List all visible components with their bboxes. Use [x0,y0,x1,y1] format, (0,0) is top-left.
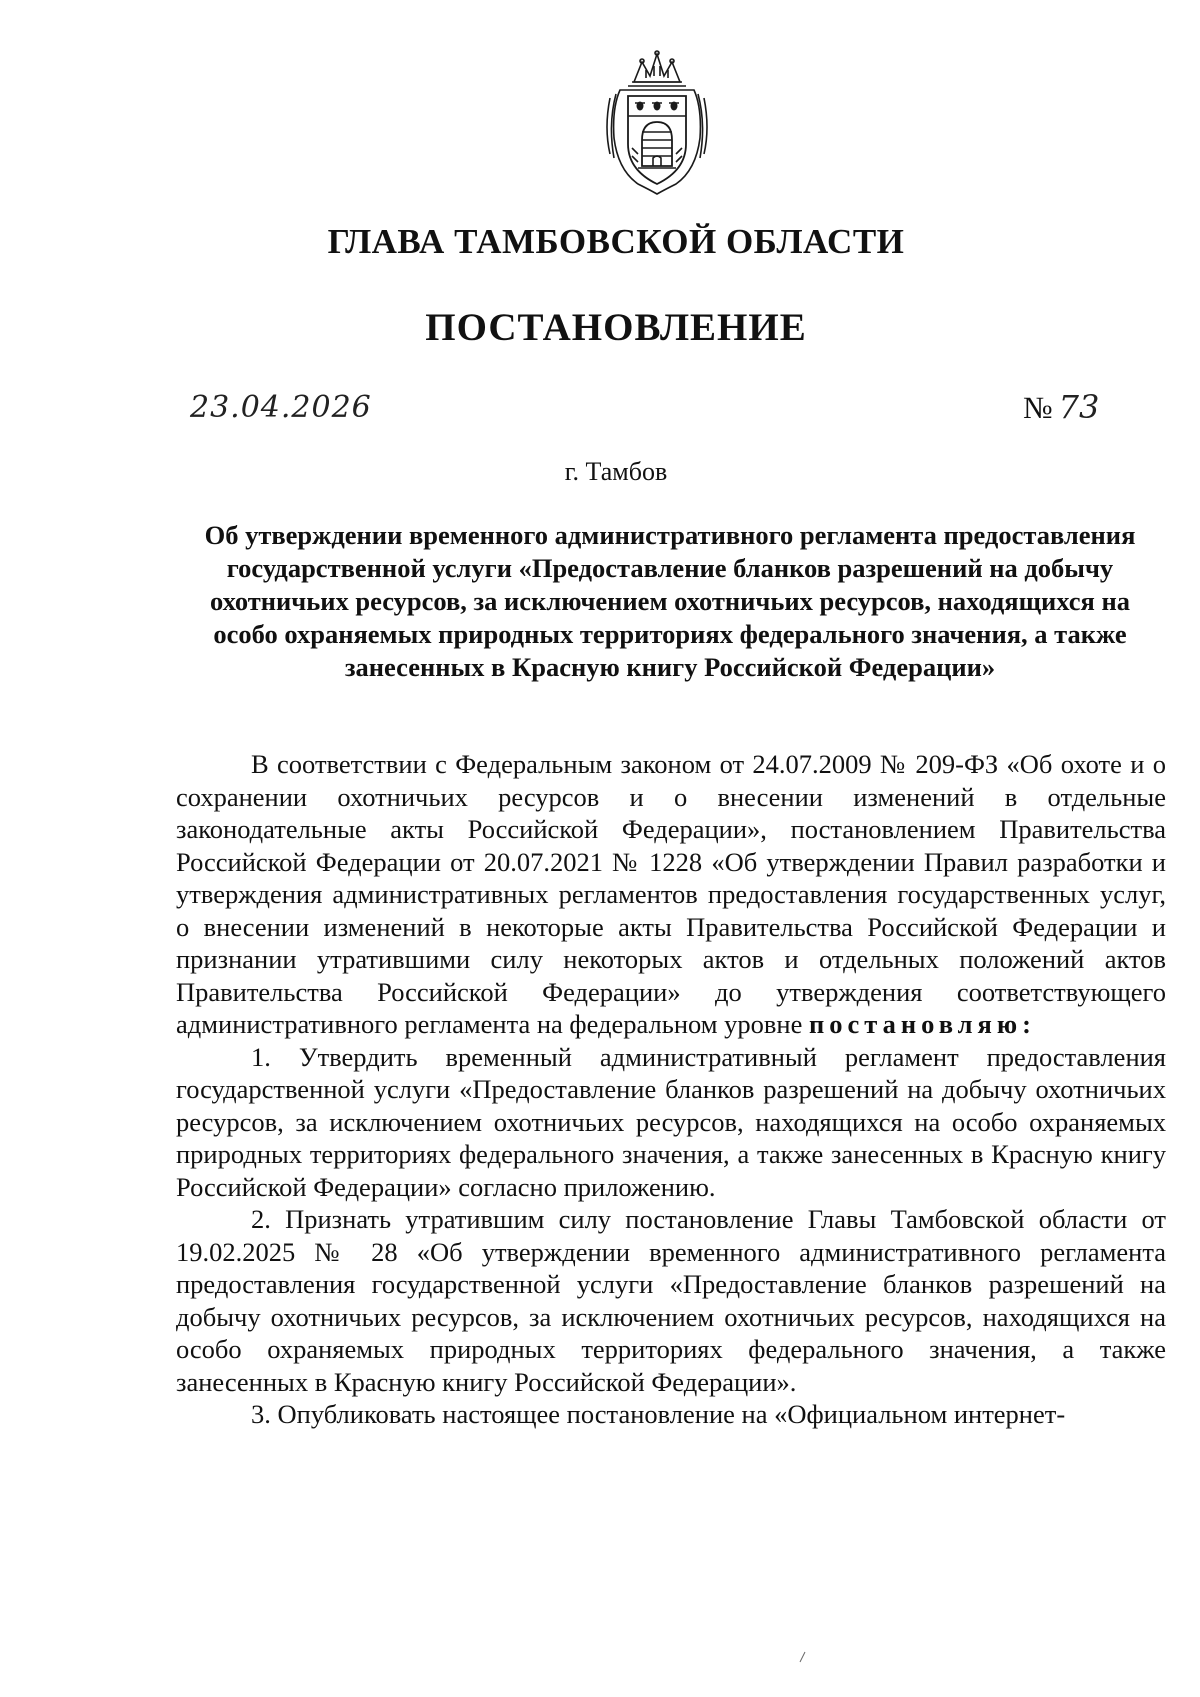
document-title: Об утверждении временного административного регламента предоставления государственной услуги «Предоставление бланков разрешений на добычу охотничьих ресурсов, за исключением охотничьих ресурсов, находящихся на особо охраняемых природных территориях федерального значения, а также занесенных в Красную книгу Российской Федерации» [204,520,1136,682]
preamble-text: В соответствии с Федеральным законом от 24.07.2009 № 209-ФЗ «Об охоте и о сохранении охотничьих ресурсов и о внесении изменений в отдельные законодательные акты Российской Федерации», постановлением Правительства Российской Федерации от 20.07.2021 № 1228 «Об утверждении Правил разработки и утверждения административных регламентов предоставления государственных услуг, о внесении изменений в некоторые акты Правительства Российской Федерации и признании утратившими силу некоторых актов и отдельных положений актов Правительства Российской Федерации» до утверждения соответствующего административного регламента на федеральном уровне [176,749,1166,1039]
number-sign: № [1023,390,1053,425]
issuing-authority: ГЛАВА ТАМБОВСКОЙ ОБЛАСТИ [327,222,905,261]
item-3-paragraph: 3. Опубликовать настоящее постановление на «Официальном интернет- [251,1399,1066,1429]
number-value: 73 [1058,388,1100,426]
decree-word: постановляю: [808,1009,1036,1039]
document-number [1023,388,1099,426]
pen-mark [797,1651,807,1663]
document-type: ПОСТАНОВЛЕНИЕ [425,306,807,349]
document-body [176,748,1166,1431]
tambov-coat-of-arms-icon [598,48,716,198]
document-date: 23.04.2026 [190,390,372,425]
item-2-paragraph: 2. Признать утратившим силу постановление Главы Тамбовской области от 19.02.2025 № 28 «Об утверждении временного административного регламента предоставления государственной услуги «Предоставление бланков разрешений на добычу охотничьих ресурсов, за исключением охотничьих ресурсов, находящихся на особо охраняемых природных территориях федерального значения, а также занесенных в Красную книгу Российской Федерации». [176,1204,1166,1397]
document-city: г. Тамбов [564,457,668,486]
preamble-paragraph [176,748,1166,1041]
item-1-paragraph: 1. Утвердить временный административный регламент предоставления государственной услуги «Предоставление бланков разрешений на добычу охотничьих ресурсов, за исключением охотничьих ресурсов, находящихся на особо охраняемых природных территориях федерального значения, а также занесенных в Красную книгу Российской Федерации» согласно приложению. [176,1041,1166,1202]
